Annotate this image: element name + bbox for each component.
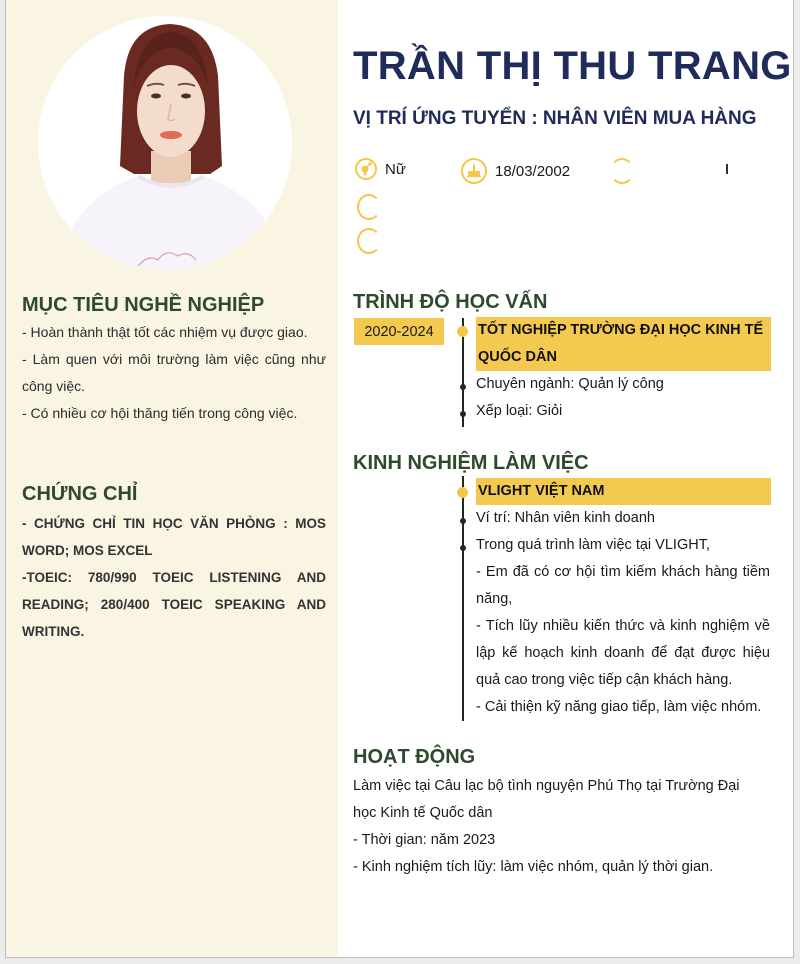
timeline-dot: [460, 545, 466, 551]
certificates-heading: CHỨNG CHỈ: [22, 483, 138, 505]
birthdate-value: 18/03/2002: [495, 162, 571, 180]
career-goal-item: - Hoàn thành thật tốt các nhiệm vụ được giao.: [22, 324, 308, 340]
address-icon: [357, 228, 381, 254]
activity-item: - Thời gian: năm 2023: [353, 832, 496, 848]
text-cursor-mark: [726, 164, 728, 174]
experience-company: VLIGHT VIỆT NAM: [476, 478, 771, 505]
experience-detail: - Tích lũy nhiều kiến thức và kinh nghiệm về lập kế hoạch kinh doanh để đạt được hiệu quả cao trong việc tiếp cận khách hàng.: [476, 618, 770, 688]
education-school: TỐT NGHIỆP TRƯỜNG ĐẠI HỌC KINH TẾ QUỐC DÂN: [476, 317, 771, 371]
gender-icon: [355, 158, 377, 180]
phone-icon: [610, 158, 634, 184]
timeline-dot: [457, 487, 468, 498]
candidate-name: TRẦN THỊ THU TRANG: [353, 44, 792, 88]
timeline-dot: [457, 326, 468, 337]
profile-photo: [38, 16, 292, 270]
birthdate-info: [461, 158, 570, 184]
career-goal-item: - Có nhiều cơ hội thăng tiến trong công việc.: [22, 405, 298, 421]
experience-intro: Trong quá trình làm việc tại VLIGHT,: [476, 537, 710, 553]
timeline-dot: [460, 411, 466, 417]
certificate-item: - CHỨNG CHỈ TIN HỌC VĂN PHÒNG : MOS WORD; MOS EXCEL: [22, 516, 326, 558]
timeline-dot: [460, 518, 466, 524]
experience-heading: KINH NGHIỆM LÀM VIỆC: [353, 452, 589, 474]
activities-heading: HOẠT ĐỘNG: [353, 746, 476, 768]
certificates-section: [22, 483, 326, 645]
sidebar: [6, 0, 338, 957]
email-icon: [357, 194, 381, 220]
activity-item: - Kinh nghiệm tích lũy: làm việc nhóm, quản lý thời gian.: [353, 859, 714, 875]
experience-role: Ví trí: Nhân viên kinh doanh: [476, 510, 655, 526]
career-goal-section: [22, 294, 326, 427]
career-goal-item: - Làm quen với môi trường làm việc cũng như công việc.: [22, 351, 326, 394]
gender-info: [355, 158, 406, 180]
applied-position: VỊ TRÍ ỨNG TUYỂN : NHÂN VIÊN MUA HÀNG: [353, 108, 757, 129]
education-grade: Xếp loại: Giỏi: [476, 403, 563, 419]
education-heading: TRÌNH ĐỘ HỌC VẤN: [353, 291, 548, 313]
career-goal-heading: MỤC TIÊU NGHỀ NGHIỆP: [22, 294, 265, 316]
timeline-dot: [460, 384, 466, 390]
education-period: 2020-2024: [354, 318, 444, 345]
experience-detail: - Cải thiện kỹ năng giao tiếp, làm việc nhóm.: [476, 699, 762, 715]
birthday-cake-icon: [461, 158, 487, 184]
certificate-item: -TOEIC: 780/990 TOEIC LISTENING AND READING; 280/400 TOEIC SPEAKING AND WRITING.: [22, 570, 326, 639]
education-major: Chuyên ngành: Quản lý công: [476, 376, 664, 392]
cv-page: [5, 0, 794, 958]
gender-value: Nữ: [385, 160, 406, 178]
activity-item: Làm việc tại Câu lạc bộ tình nguyện Phú Thọ tại Trường Đại học Kinh tế Quốc dân: [353, 778, 740, 821]
experience-timeline-line: [462, 476, 464, 721]
experience-detail: - Em đã có cơ hội tìm kiếm khách hàng tiềm năng,: [476, 564, 770, 607]
activities-content: [353, 773, 748, 881]
